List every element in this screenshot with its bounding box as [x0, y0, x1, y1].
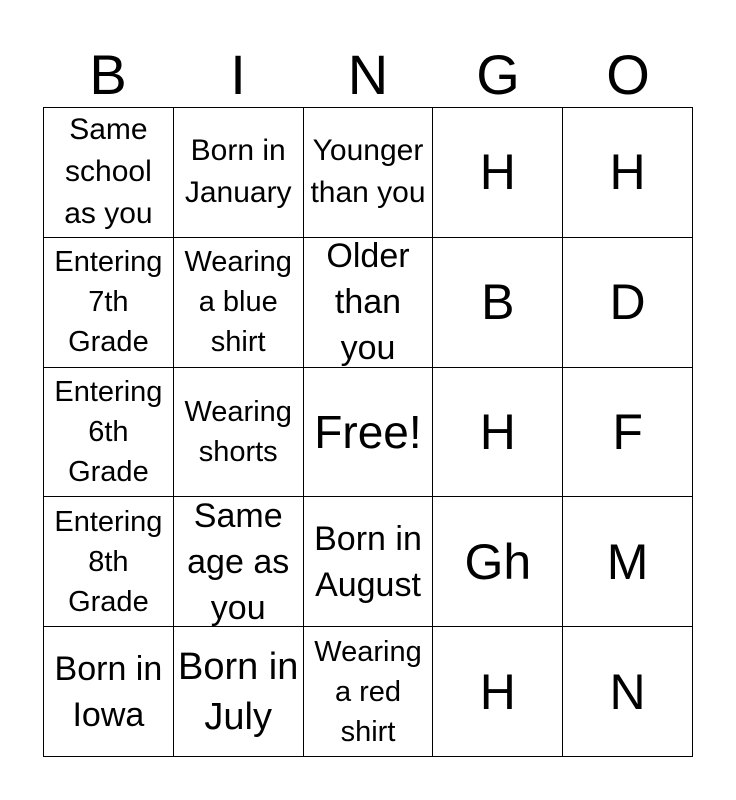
bingo-cell[interactable] [174, 368, 304, 498]
bingo-cell[interactable] [304, 238, 434, 368]
cell-text: Same school as you [64, 113, 153, 231]
bingo-cell[interactable] [44, 368, 174, 498]
bingo-cell[interactable] [44, 108, 174, 238]
bingo-cell[interactable] [433, 108, 563, 238]
bingo-cell[interactable] [304, 497, 434, 627]
cell-text: Same age as you [187, 497, 290, 627]
cell-text: H [479, 403, 516, 460]
bingo-cell[interactable] [433, 238, 563, 368]
header-letter-i: I [230, 43, 246, 106]
bingo-card-grid [43, 107, 693, 757]
cell-text: H [479, 144, 516, 201]
bingo-cell[interactable] [304, 108, 434, 238]
bingo-cell[interactable] [304, 627, 434, 757]
bingo-cell[interactable] [433, 368, 563, 498]
bingo-cell[interactable] [44, 497, 174, 627]
bingo-cell[interactable] [174, 238, 304, 368]
cell-text: Free! [314, 405, 422, 458]
bingo-cell[interactable] [563, 368, 693, 498]
cell-text: H [479, 663, 516, 720]
cell-text: Born in August [314, 519, 422, 604]
cell-text: Wearing shorts [184, 395, 292, 468]
cell-text: H [609, 144, 646, 201]
cell-text: Born in January [184, 134, 292, 210]
cell-text: Born in Iowa [54, 649, 163, 734]
bingo-cell[interactable] [174, 497, 304, 627]
cell-text: D [609, 274, 646, 331]
bingo-cell[interactable] [563, 238, 693, 368]
header-letter-g: G [476, 43, 520, 106]
cell-text: Younger than you [310, 134, 426, 210]
bingo-header [43, 42, 693, 108]
cell-text: Wearing a red shirt [314, 635, 422, 748]
header-letter-o: O [606, 43, 650, 106]
cell-text: Born in July [177, 645, 299, 738]
cell-text: M [606, 533, 649, 590]
cell-text: Entering 8th Grade [54, 505, 163, 618]
bingo-cell[interactable] [44, 238, 174, 368]
cell-text: B [481, 274, 515, 331]
cell-text: Older than you [326, 237, 410, 368]
cell-text: Entering 7th Grade [54, 246, 163, 359]
bingo-cell[interactable] [563, 108, 693, 238]
bingo-cell[interactable] [563, 627, 693, 757]
bingo-cell[interactable] [563, 497, 693, 627]
bingo-cell[interactable] [174, 108, 304, 238]
bingo-cell[interactable] [433, 497, 563, 627]
header-letter-b: B [89, 43, 127, 106]
cell-text: Entering 6th Grade [54, 375, 163, 488]
header-letter-n: N [347, 43, 389, 106]
cell-text: Gh [464, 533, 532, 590]
bingo-cell[interactable] [44, 627, 174, 757]
cell-text: F [612, 403, 643, 460]
bingo-cell[interactable] [433, 627, 563, 757]
cell-text: Wearing a blue shirt [184, 246, 292, 359]
bingo-cell[interactable] [174, 627, 304, 757]
bingo-cell-free[interactable] [304, 368, 434, 498]
cell-text: N [609, 663, 646, 720]
